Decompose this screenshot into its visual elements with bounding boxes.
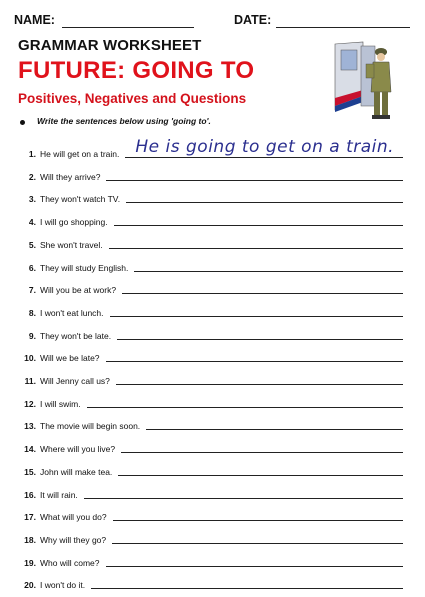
exercise-number: 18. [24, 534, 36, 545]
exercise-sentence: Where will you live? [40, 444, 116, 455]
exercise-sentence: I won't do it. [40, 580, 86, 591]
exercise-row [18, 137, 403, 159]
exercise-sentence: What will you do? [40, 512, 107, 523]
exercise-sentence: They will study English. [40, 262, 129, 273]
exercise-row [18, 508, 403, 522]
exercise-row [18, 190, 403, 204]
exercise-row [18, 281, 403, 295]
exercise-row [18, 463, 403, 477]
answer-line[interactable] [114, 225, 403, 226]
exercise-row [18, 417, 403, 431]
answer-line[interactable] [146, 429, 403, 430]
bullet-icon [20, 120, 25, 125]
answer-line[interactable] [109, 248, 403, 249]
example-answer: He is going to get on a train. [135, 137, 395, 157]
exercise-sentence: They won't be late. [40, 330, 112, 341]
exercise-row [18, 327, 403, 341]
man-boarding-train-illustration [333, 40, 405, 122]
exercise-number: 3. [28, 194, 36, 205]
answer-line[interactable] [112, 543, 403, 544]
exercise-number: 2. [28, 171, 36, 182]
exercise-number: 7. [28, 285, 36, 296]
exercise-sentence: It will rain. [40, 489, 78, 500]
answer-line[interactable] [113, 520, 403, 521]
exercise-number: 17. [24, 512, 36, 523]
answer-line[interactable] [106, 180, 403, 181]
exercise-number: 10. [24, 353, 36, 364]
answer-line[interactable] [134, 271, 403, 272]
instruction-text: Write the sentences below using 'going to'. [37, 116, 211, 126]
exercise-number: 20. [24, 580, 36, 591]
exercise-row [18, 486, 403, 500]
exercise-row [18, 236, 403, 250]
worksheet-title: GRAMMAR WORKSHEET [18, 37, 202, 54]
answer-line[interactable] [126, 202, 403, 203]
exercise-number: 19. [24, 557, 36, 568]
topic-title: FUTURE: GOING TO [18, 57, 255, 84]
exercise-row [18, 304, 403, 318]
answer-line[interactable] [125, 137, 403, 158]
exercise-sentence: Will we be late? [40, 353, 100, 364]
exercise-sentence: I will go shopping. [40, 217, 108, 228]
exercise-row [18, 440, 403, 454]
exercise-number: 15. [24, 466, 36, 477]
exercise-number: 8. [28, 307, 36, 318]
name-label: NAME: [14, 13, 55, 27]
exercise-sentence: I won't eat lunch. [40, 307, 104, 318]
date-label: DATE: [234, 13, 272, 27]
exercise-sentence: Will you be at work? [40, 285, 117, 296]
answer-line[interactable] [106, 361, 403, 362]
answer-line[interactable] [122, 293, 403, 294]
exercise-row [18, 259, 403, 273]
exercise-row [18, 349, 403, 363]
answer-line[interactable] [121, 452, 403, 453]
exercise-sentence: Why will they go? [40, 534, 107, 545]
exercise-row [18, 531, 403, 545]
answer-line[interactable] [106, 566, 403, 567]
exercise-row [18, 554, 403, 568]
exercise-row [18, 213, 403, 227]
exercise-number: 9. [28, 330, 36, 341]
answer-line[interactable] [87, 407, 403, 408]
exercise-sentence: Will they arrive? [40, 171, 101, 182]
exercise-number: 6. [28, 262, 36, 273]
exercise-sentence: She won't travel. [40, 239, 103, 250]
subtitle: Positives, Negatives and Questions [18, 91, 247, 106]
answer-line[interactable] [91, 588, 403, 589]
exercise-number: 11. [24, 376, 36, 386]
name-field-line[interactable] [62, 27, 194, 28]
exercise-row [18, 372, 403, 386]
exercise-sentence: Will Jenny call us? [40, 376, 110, 386]
exercise-sentence: The movie will begin soon. [40, 421, 141, 432]
exercise-number: 12. [24, 398, 36, 409]
exercise-number: 4. [28, 217, 36, 228]
date-field-line[interactable] [276, 27, 410, 28]
answer-line[interactable] [110, 316, 403, 317]
exercise-row [18, 576, 403, 590]
exercise-row [18, 395, 403, 409]
exercise-sentence: He will get on a train. [40, 149, 120, 159]
exercise-number: 13. [24, 421, 36, 432]
answer-line[interactable] [118, 475, 403, 476]
answer-line[interactable] [84, 498, 403, 499]
exercise-number: 5. [28, 239, 36, 250]
exercise-number: 1. [28, 149, 36, 159]
exercise-sentence: I will swim. [40, 398, 81, 409]
exercise-sentence: Who will come? [40, 557, 100, 568]
exercise-number: 16. [24, 489, 36, 500]
exercise-row [18, 168, 403, 182]
answer-line[interactable] [117, 339, 403, 340]
exercise-sentence: They won't watch TV. [40, 194, 121, 205]
exercise-sentence: John will make tea. [40, 466, 113, 477]
answer-line[interactable] [116, 384, 403, 385]
exercise-number: 14. [24, 444, 36, 455]
